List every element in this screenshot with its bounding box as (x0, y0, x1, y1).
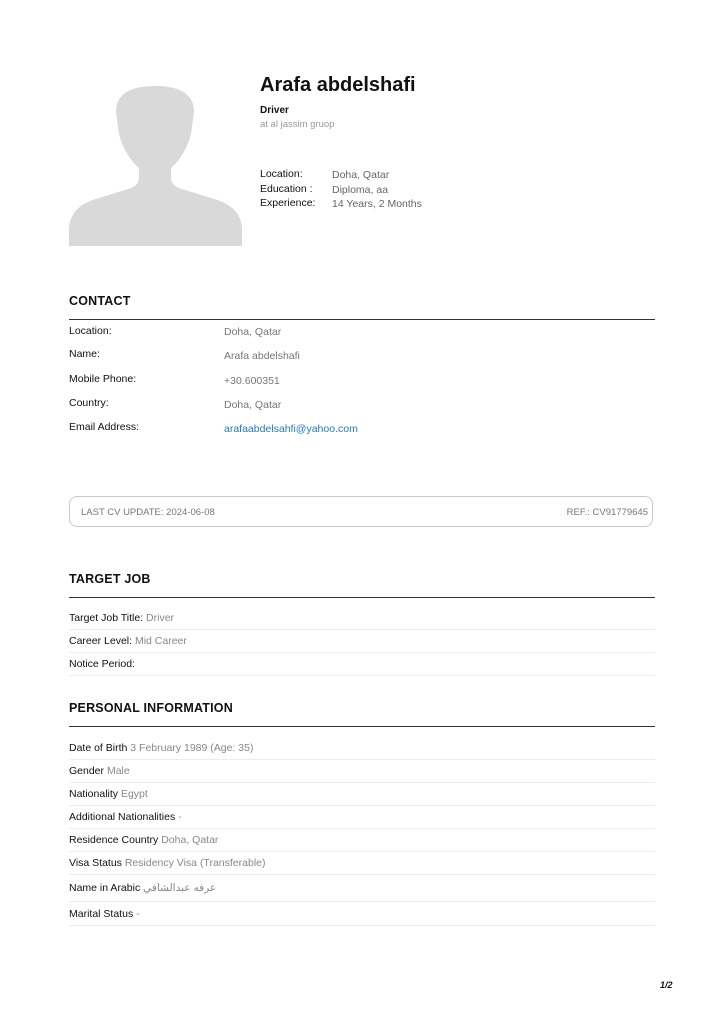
header-experience-value: 14 Years, 2 Months (332, 198, 422, 210)
row-value: Doha, Qatar (161, 834, 219, 846)
row-label: Career Level: (69, 635, 133, 647)
last-update-text: LAST CV UPDATE: 2024-06-08 (81, 507, 215, 518)
contact-value: Arafa abdelshafi (224, 350, 300, 362)
header-experience-label: Experience: (260, 197, 316, 209)
contact-label: Name: (69, 348, 100, 360)
personal-info-row (69, 737, 655, 760)
row-label: Residence Country (69, 834, 159, 846)
personal-info-row (69, 806, 655, 829)
personal-info-row (69, 877, 655, 902)
row-label: Marital Status (69, 908, 134, 920)
contact-value: Doha, Qatar (224, 399, 282, 411)
header-education-label: Education : (260, 183, 313, 195)
personal-info-divider (69, 726, 655, 727)
personal-info-row (69, 829, 655, 852)
target-job-row (69, 630, 655, 653)
target-job-section-title: TARGET JOB (69, 572, 151, 586)
row-value: عرفه عبدالشافي (143, 882, 217, 894)
header-location-label: Location: (260, 168, 303, 180)
row-value: Mid Career (134, 635, 187, 647)
contact-label: Email Address: (69, 421, 140, 433)
row-value: Driver (146, 612, 175, 624)
row-label: Target Job Title: (69, 612, 144, 624)
row-value: 3 February 1989 (Age: 35) (130, 742, 254, 754)
contact-label: Location: (69, 325, 112, 337)
contact-value: +30.600351 (224, 375, 280, 387)
row-value: Residency Visa (Transferable) (124, 857, 266, 869)
target-job-row (69, 653, 655, 676)
header-education-value: Diploma, aa (332, 184, 389, 196)
personal-info-row (69, 783, 655, 806)
page-number: 1/2 (660, 980, 673, 990)
contact-divider (69, 319, 655, 320)
ref-text: REF.: CV91779645 (566, 507, 648, 518)
row-label: Additional Nationalities (69, 811, 176, 823)
email-link[interactable]: arafaabdelsahfi@yahoo.com (224, 423, 358, 435)
row-value: Male (106, 765, 130, 777)
contact-label: Mobile Phone: (69, 373, 137, 385)
row-label: Gender (69, 765, 105, 777)
candidate-name: Arafa abdelshafi (260, 74, 416, 96)
target-job-divider (69, 597, 655, 598)
cv-update-box (69, 496, 653, 527)
row-value: - (178, 811, 182, 823)
contact-section-title: CONTACT (69, 294, 131, 308)
row-label: Nationality (69, 788, 119, 800)
personal-info-row (69, 903, 655, 926)
row-label: Notice Period: (69, 658, 135, 670)
row-label: Visa Status (69, 857, 122, 869)
row-value: - (136, 908, 140, 920)
candidate-role: Driver (260, 105, 289, 116)
personal-info-row (69, 852, 655, 875)
header-location-value: Doha, Qatar (332, 169, 390, 181)
row-label: Date of Birth (69, 742, 128, 754)
candidate-company: at al jassim gruop (260, 119, 335, 130)
row-value: Egypt (120, 788, 148, 800)
target-job-row (69, 607, 655, 630)
profile-avatar (69, 82, 242, 246)
contact-label: Country: (69, 397, 109, 409)
row-label: Name in Arabic (69, 882, 141, 894)
contact-value: Doha, Qatar (224, 326, 282, 338)
personal-info-row (69, 760, 655, 783)
personal-info-section-title: PERSONAL INFORMATION (69, 701, 233, 715)
